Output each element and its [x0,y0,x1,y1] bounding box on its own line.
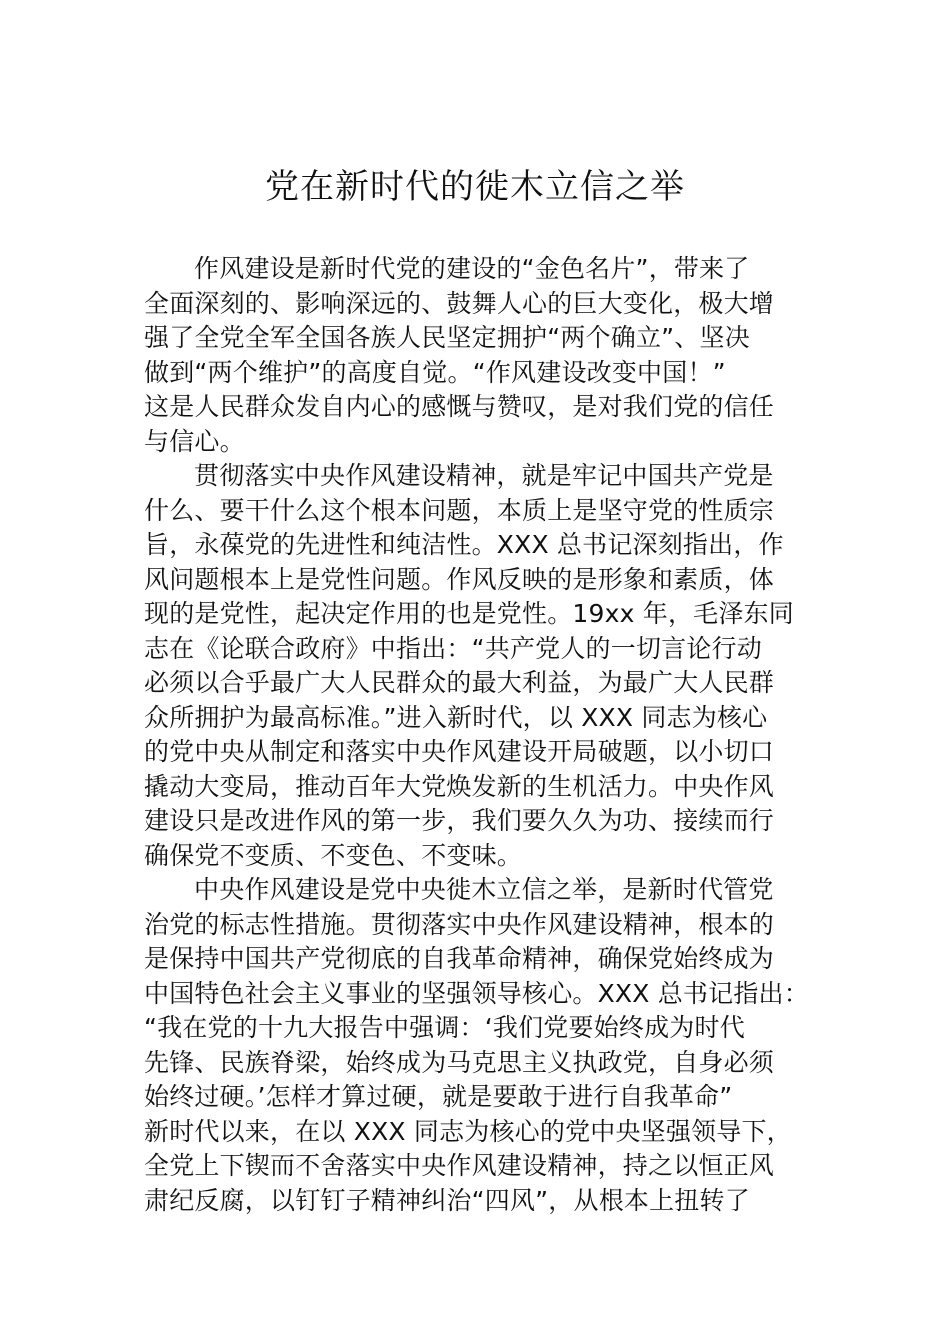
paragraph-line: 确保党不变质、不变色、不变味。 [144,840,523,870]
paragraph-line: 肃纪反腐，以钉钉子精神纠治“四风”，从根本上扭转了 [144,1185,750,1215]
paragraph-line: 与信心。 [144,426,245,456]
paragraph-line: 强了全党全军全国各族人民坚定拥护“两个确立”、坚决 [144,323,750,352]
paragraph-line: “我在党的十九大报告中强调：‘我们党要始终成为时代 [144,1013,745,1042]
paragraph-line: 中央作风建设是党中央徙木立信之举，是新时代管党 [194,875,774,904]
paragraph-line: 全党上下锲而不舍落实中央作风建设精神，持之以恒正风 [144,1151,775,1180]
paragraph-line: 先锋、民族脊梁，始终成为马克思主义执政党，自身必须 [144,1047,775,1077]
paragraph-line: 撬动大变局，推动百年大党焕发新的生机活力。中央作风 [144,771,775,801]
paragraph-line: 是保持中国共产党彻底的自我革命精神，确保党始终成为 [144,944,775,973]
paragraph-line: 众所拥护为最高标准。”进入新时代，以 XXX 同志为核心 [144,702,768,732]
paragraph-line: 建设只是改进作风的第一步，我们要久久为功、接续而行 [144,806,775,835]
paragraph-line: 志在《论联合政府》中指出：“共产党人的一切言论行动 [144,633,762,663]
paragraph-line: 必须以合乎最广大人民群众的最大利益，为最广大人民群 [144,668,775,697]
paragraph-line: 贯彻落实中央作风建设精神，就是牢记中国共产党是 [194,461,774,490]
paragraph-line: 新时代以来，在以 XXX 同志为核心的党中央坚强领导下， [144,1116,792,1146]
paragraph-line: 作风建设是新时代党的建设的“金色名片”，带来了 [194,254,750,283]
paragraph-line: 做到“两个维护”的高度自觉。“作风建设改变中国！” [144,357,726,387]
paragraph-line: 这是人民群众发自内心的感慨与赞叹，是对我们党的信任 [144,392,775,421]
paragraph-line: 中国特色社会主义事业的坚强领导核心。XXX 总书记指出： [144,978,809,1008]
paragraph-line: 治党的标志性措施。贯彻落实中央作风建设精神，根本的 [144,909,775,939]
paragraph-line: 旨，永葆党的先进性和纯洁性。XXX 总书记深刻指出，作 [144,530,784,559]
paragraph-line: 风问题根本上是党性问题。作风反映的是形象和素质，体 [144,564,775,594]
paragraph-line: 始终过硬。’怎样才算过硬，就是要敢于进行自我革命” [144,1082,733,1111]
document-title: 党在新时代的徙木立信之举 [265,167,685,207]
paragraph-line: 的党中央从制定和落实中央作风建设开局破题，以小切口 [144,737,775,766]
document-body [144,252,808,1218]
paragraph-line: 现的是党性，起决定作用的也是党性。19xx 年，毛泽东同 [144,599,794,628]
paragraph-line: 什么、要干什么这个根本问题，本质上是坚守党的性质宗 [144,495,775,525]
paragraph-line: 全面深刻的、影响深远的、鼓舞人心的巨大变化，极大增 [144,288,775,318]
